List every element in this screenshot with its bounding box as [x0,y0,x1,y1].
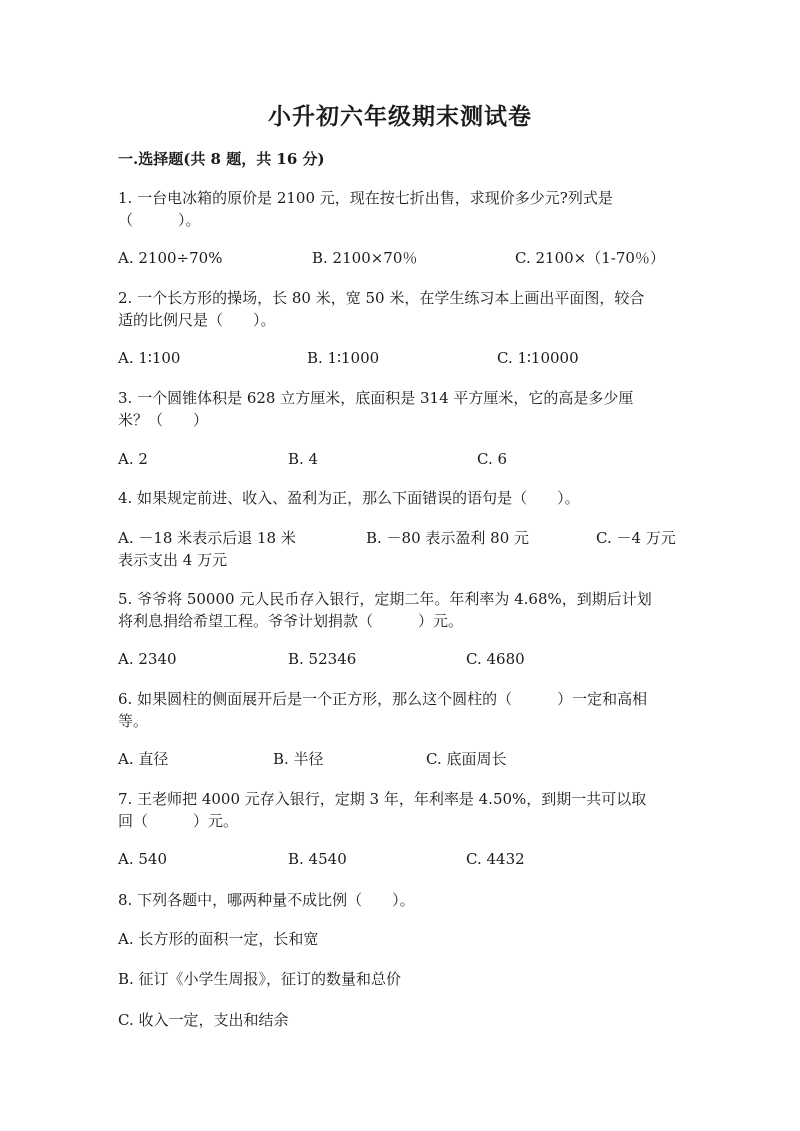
question-text-line: 5. 爷爷将 50000 元人民币存入银行，定期二年。年利率为 4.68%，到期后计划 [118,590,652,608]
option-b[interactable]: B. 半径 [273,750,324,768]
option-b[interactable]: B. 1∶1000 [307,349,380,367]
option-c-continuation: 表示支出 4 万元 [118,551,228,569]
question-1 [118,187,678,231]
question-text-line: 回（ ）元。 [118,812,239,830]
question-3 [118,387,678,431]
option-c[interactable]: C. 1∶10000 [497,349,579,367]
option-a[interactable]: A. 2340 [118,650,177,668]
question-1-options [118,247,678,269]
option-c[interactable]: C. 6 [477,450,508,468]
question-text-line: 4. 如果规定前进、收入、盈利为正，那么下面错误的语句是（ ）。 [118,489,580,507]
question-text-line: 7. 王老师把 4000 元存入银行，定期 3 年，年利率是 4.50%，到期一共可以取 [118,790,647,808]
option-a[interactable]: A. 2 [118,450,148,468]
option-b[interactable]: B. 征订《小学生周报》，征订的数量和总价 [118,970,402,988]
option-a[interactable]: A. 540 [118,850,167,868]
question-text-line: （ ）。 [118,211,201,229]
question-text-line: 等。 [118,712,149,730]
option-c[interactable]: C. －4 万元 [596,529,676,547]
page-title: 小升初六年级期末测试卷 [268,103,532,130]
question-text-line: 1. 一台电冰箱的原价是 2100 元，现在按七折出售，求现价多少元?列式是 [118,189,613,207]
question-2-options [118,347,678,369]
question-text-line: 将利息捐给希望工程。爷爷计划捐款（ ）元。 [118,612,464,630]
option-a[interactable]: A. 直径 [118,750,169,768]
question-text-line: 适的比例尺是（ ）。 [118,311,276,329]
option-b[interactable]: B. 52346 [288,650,357,668]
option-c[interactable]: C. 收入一定，支出和结余 [118,1011,289,1029]
option-a[interactable]: A. 1∶100 [118,349,181,367]
question-text-line: 6. 如果圆柱的侧面展开后是一个正方形，那么这个圆柱的（ ）一定和高相 [118,690,648,708]
question-text-line: 2. 一个长方形的操场，长 80 米，宽 50 米，在学生练习本上画出平面图，较合 [118,289,645,307]
question-7 [118,788,678,832]
question-5-options [118,648,678,670]
option-b[interactable]: B. 4 [288,450,319,468]
option-b[interactable]: B. －80 表示盈利 80 元 [366,529,530,547]
option-c[interactable]: C. 4432 [466,850,525,868]
option-a[interactable]: A. －18 米表示后退 18 米 [118,529,296,547]
option-c[interactable]: C. 4680 [466,650,525,668]
question-3-options [118,448,678,470]
question-8 [118,889,678,911]
question-6-options [118,748,678,770]
option-a[interactable]: A. 长方形的面积一定，长和宽 [118,930,319,948]
option-a[interactable]: A. 2100÷70% [118,249,223,267]
question-6 [118,688,678,732]
question-7-options [118,848,678,870]
question-text-line: 米？（ ） [118,411,209,429]
option-b[interactable]: B. 4540 [288,850,347,868]
section-heading: 一.选择题(共 8 题，共 16 分) [118,150,325,168]
question-text-line: 3. 一个圆锥体积是 628 立方厘米，底面积是 314 平方厘米，它的高是多少厘 [118,389,634,407]
question-2 [118,287,678,331]
option-b[interactable]: B. 2100×70％ [312,249,418,267]
question-4-options [118,527,678,549]
question-4 [118,487,678,509]
option-c[interactable]: C. 2100×（1-70％） [515,249,665,267]
question-5 [118,588,678,632]
question-text-line: 8. 下列各题中，哪两种量不成比例（ ）。 [118,891,415,909]
option-c[interactable]: C. 底面周长 [426,750,507,768]
